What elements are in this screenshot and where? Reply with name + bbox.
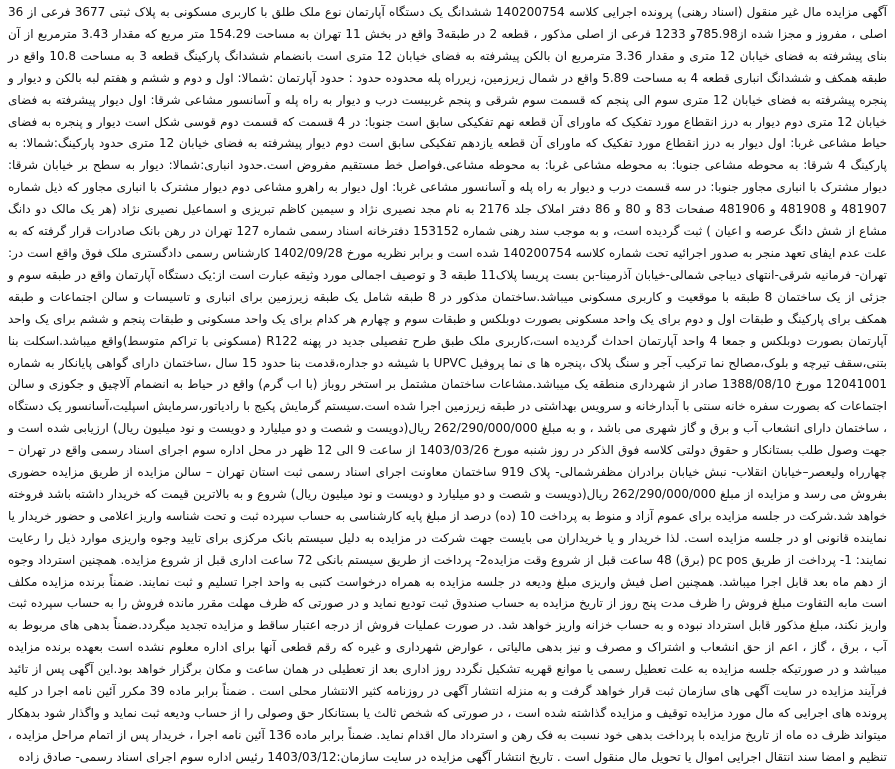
notice-body-text: آگهی مزایده مال غیر منقول (اسناد رهنی) پرونده اجرایی کلاسه 140200754 ششدانگ یک دستگاه آپارتمان نوع ملک طلق با کاربری مسکونی به پلاک ثبتی 3677 فرعی از 36 اصلی ، مفروز و مجزا شده از785.98و 1233 فرعی از اصلی مذکور ، قطعه 2 در طبقه3 واقع در بخش 11 تهران به مساحت 154.29 متر مربع که مقدار 3.43 مترمربع از آن بنای پیشرفته به فضای خیابان 12 متری و مقدار 3.36 مترمربع ان بالکن پیشرفته به فضای خیابان 12 متری است بانضمام ششدانگ پارکینگ قطعه 3 به مساحت 10.8 واقع در طبقه همکف و ششدانگ انباری قطعه 4 به مساحت 5.89 واقع در شمال زیرزمین، زیرراه پله محدوده حدود : حدود آپارتمان :شمالا: اول و دوم و ششم و هفتم لبه بالکن و دیوار و پنجره پیشرفته به فضای خیابان 12 متری سوم الی پنجم که قسمت سوم شرقی و پنجم غربیست درب و دیوار به راه پله و آسانسور مشاعی شرقا: اول دیوار پیشرفته به فضای خیابان 12 متری دوم دیوار به درز انقطاع مورد تفکیک که ماورای آن قطعه نهم تفکیکی سابق است جنوبا: در 4 قسمت که قسمت دوم قوسی شکل است دیوار و پنجره به فضای حیاط مشاعی غربا: اول دیوار به درز انقطاع مورد تفکیک که ماورای آن قطعه یازدهم تفکیکی سابق است دوم دیوار پیشرفته به فضای خیابان 12 متری حدود پارکینگ:شمالا: به پارکینگ 4 شرقا: به محوطه مشاعی جنوبا: به محوطه مشاعی غربا: به محوطه مشاعی.فواصل خط مستقیم مفروض است.حدود انباری:شمالا: دیوار به سطح بر خیابان شرقا: دیوار مشترک با انباری مجاور جنوبا: در سه قسمت درب و دیوار به راه پله و آسانسور مشاعی غربا: اول دیوار به راهرو مشاعی دوم دیوار مشترک با انباری مجاور که ذیل شماره 481907 و 481908 و 481906 صفحات 83 و 80 و 86 دفتر املاک جلد 2176 به نام مجد نصیری نژاد و سیمین کاظم تبریزی و اسماعیل نصیری نژاد (هر یک مالک دو دانگ مشاع از شش دانگ عرصه و اعیان ) ثبت گردیده است، و به موجب سند رهنی شماره 153152 دفترخانه اسناد رسمی شماره 127 تهران در رهن بانک صادرات قرار گرفته که به علت عدم ایفای تعهد منجر به صدور اجرائیه تحت شماره کلاسه 140200754 شده است و برابر نظریه مورخ 1402/09/28 کارشناس رسمی دادگستری ملک فوق واقع است در: تهران- فرمانیه شرقی-انتهای دیباجی شمالی-خیابان آذرمینا-بن بست پریسا پلاک11 طبقه 3 و توصیف اجمالی مورد وثیقه عبارت است از:یک دستگاه آپارتمان واقع در طبقه سوم و جزئی از یک ساختمان 8 طبقه با موقعیت و کاربری مسکونی میباشد.ساختمان مذکور در 8 طبقه شامل یک طبقه زیرزمین برای انباری و تاسیسات و سالن اجتماعات و طبقه همکف برای پارکینگ و طبقات اول و دوم برای یک واحد مسکونی بصورت دوبلکس و طبقات سوم و چهارم هر کدام برای یک واحد مسکونی و طبقات پنجم و ششم برای یک واحد آپارتمان بصورت دوبلکس و جمعا 4 واحد آپارتمان احداث گردیده است،کاربری ملک طبق طرح تفصیلی جدید در پهنه R122 (مسکونی با تراکم متوسط)واقع میباشد.اسکلت بنا بتنی،سقف تیرچه و بلوک،مصالح نما ترکیب آجر و سنگ پلاک ،پنجره ها ی نما پروفیل UPVC با شیشه دو جداره،قدمت بنا حدود 15 سال ،ساختمان دارای گواهی پایانکار به شماره 12041001 مورخ 1388/08/10 صادر از شهرداری منطقه یک میباشد.مشاعات ساختمان مشتمل بر استخر روباز (با اب گرم) واقع در حیاط به انضمام آلاچیق و جکوزی و سالن اجتماعات که بصورت سفره خانه سنتی با آبدارخانه و سرویس بهداشتی در طبقه زیرزمین اجرا شده است.سیستم گرمایش پکیج با رادیاتور،سرمایش اسپلیت،آسانسور یک دستگاه ، ساختمان دارای انشعاب آب و برق و گاز شهری می باشد ، و به مبلغ 262/290/000/000 ریال(دویست و شصت و دو میلیارد و دویست و نود میلیون ریال) ارزیابی شده است و جهت وصول طلب بستانکار و حقوق دولتی کلاسه فوق الذکر در روز شنبه مورخ 1403/03/26 از ساعت 9 الی 12 ظهر در محل اداره سوم اجرای اسناد رسمی واقع در تهران – چهارراه ولیعصر–خیابان انقلاب- نبش خیابان برادران مظفرشمالی- پلاک 919 ساختمان معاونت اجرای اسناد رسمی ثبت استان تهران – سالن مزایده از طریق مزایده حضوری بفروش می رسد و مزایده از مبلغ 262/290/000/000 ریال(دویست و شصت و دو میلیارد و دویست و نود میلیون ریال) شروع و به بالاترین قیمت که خریدار داشته باشد فروخته خواهد شد.شرکت در جلسه مزایده برای عموم آزاد و منوط به پرداخت 10 (ده) درصد از مبلغ پایه کارشناسی به حساب سپرده ثبت و تحت شناسه واریز اعلامی و حضور خریدار یا نماینده قانونی او در جلسه مزایده است. لذا خریدار و یا خریداران می بایست جهت شرکت در مزایده به دلیل سیستم بانک مرکزی برای تایید وجوه واریزی موارد ذیل را رعایت نمایند: 1- پرداخت از طریق pc pos (برق) 48 ساعت قبل از شروع وقت مزایده2- پرداخت از طریق سیستم بانکی 72 ساعت اداری قبل از شروع مزایده. همچنین استرداد وجوه از دهم ماه بعد قابل اجرا میباشد. همچنین اصل فیش واریزی مبلغ ودیعه در جلسه مزایده به همراه درخواست کتبی به واحد اجرا تسلیم و ثبت نمایند. ضمناً برنده مزایده مکلف است مابه التفاوت مبلغ فروش را ظرف مدت پنج روز از تاریخ مزایده به حساب صندوق ثبت تودیع نماید و در صورتی که ظرف مهلت مقرر مانده فروش را به حساب سپرده ثبت واریز نکند، مبلغ مذکور قابل استرداد نبوده و به حساب خزانه واریز خواهد شد. در صورت عملیات فروش از درجه اعتبار ساقط و مزایده تجدید میگردد.ضمناً بدهی های مربوط به آب ، برق ، گاز ، اعم از حق انشعاب و اشتراک و مصرف و نیز بدهی مالیاتی ، عوارض شهرداری و غیره که رقم قطعی آنها برای اداره معلوم نشده است بعهده برنده مزایده میباشد و در صورتیکه جلسه مزایده به علت تعطیل رسمی یا موانع قهریه تشکیل نگردد روز اداری بعد از تعطیلی در همان ساعت و مکان برگزار خواهد بود.این آگهی پس از تائید فرآیند مزایده در سایت آگهی های سازمان ثبت قرار خواهد گرفت و به منزله انتشار آگهی در روزنامه کثیر الانتشار محلی است . ضمناً برابر ماده 39 مکرر آئین نامه اجرا در کلیه پرونده های اجرایی که مال مورد مزایده توقیف و مزایده گذاشته شده است ، در صورتی که شخص ثالث یا بستانکار حق وصولی را از حساب ودیعه ثبت نماید و واگذار شود بدهکار میتواند ظرف ده ماه از تاریخ مزایده با پرداخت بدهی خود نسبت به فک رهن و استرداد مال اقدام نماید. ضمناً برابر ماده 136 آئین نامه اجرا ، خریدار پس از اتمام مراحل مزایده ، تنظیم و امضا سند انتقال اجرایی اموال یا تحویل مال منقول است . تاریخ انتشار آگهی مزایده در سایت سازمان:1403/03/12 رئیس اداره سوم اجرای اسناد رسمی- صادق زاده — [8, 5, 888, 764]
